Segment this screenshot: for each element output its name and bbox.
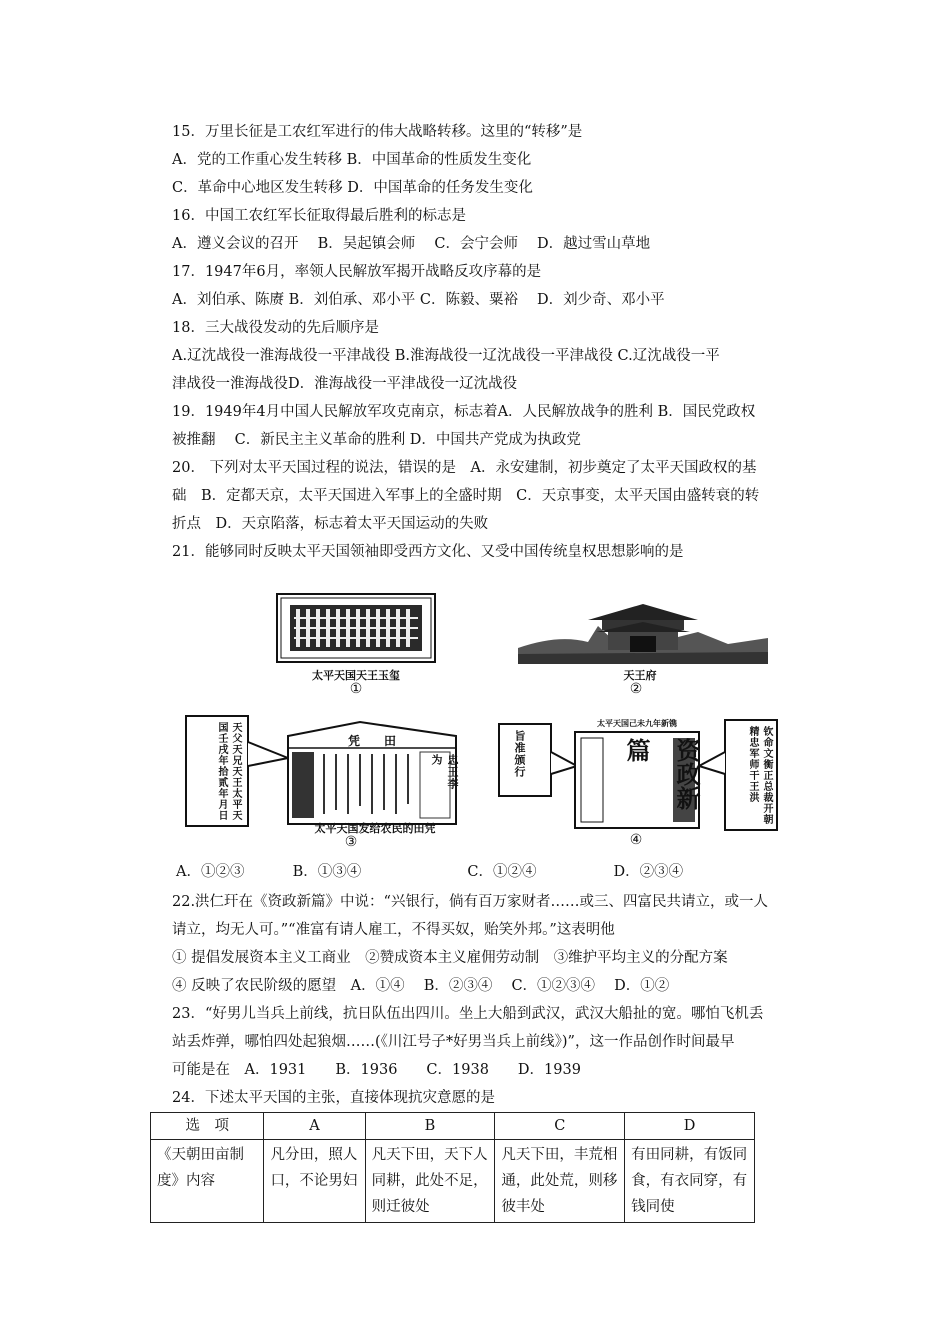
row-label-cell: 《天朝田亩制度》内容 [151, 1140, 264, 1223]
cell-option-a: 凡分田，照人口，不论男妇 [264, 1140, 365, 1223]
q17-stem: 17．1947年6月，率领人民解放军揭开战略反攻序幕的是 [172, 264, 542, 280]
zizheng-title: 资政新篇 [622, 738, 701, 810]
cell-option-d: 有田同耕，有饭同食，有衣同穿，有钱同使 [625, 1140, 755, 1223]
figure2-caption: 天王府 [623, 669, 657, 682]
q15-options-ab: A．党的工作重心发生转移 B．中国革命的性质发生变化 [172, 152, 532, 168]
q17-options: A．刘伯承、陈赓 B．刘伯承、邓小平 C．陈毅、粟裕 D．刘少奇、邓小平 [172, 292, 665, 308]
land-certificate-header: 凭 田 [347, 734, 396, 748]
q22-line3: ① 提倡发展资本主义工商业 ②赞成资本主义雇佣劳动制 ③维护平均主义的分配方案 [172, 950, 728, 966]
header-cell-d: D [625, 1113, 755, 1140]
q19-line1: 19．1949年4月中国人民解放军攻克南京，标志着A．人民解放战争的胜利 B．国民党政权 [172, 404, 756, 420]
land-certificate-bubble-text: 天父天兄天王太平天国壬戌年拾贰年月日 [216, 722, 241, 821]
figure4-number: ④ [629, 832, 643, 848]
cell-option-b: 凡天下田，天下人同耕，此处不足，则迁彼处 [365, 1140, 495, 1223]
figure-heavenly-king-palace [518, 596, 768, 664]
seal-image [276, 593, 436, 663]
q21-options: A．①②③ B．①③④ C．①②④ D．②③④ [176, 864, 684, 880]
figure3-caption: 太平天国发给农民的田凭 [314, 822, 436, 835]
q22-line1: 22.洪仁玕在《资政新篇》中说：“兴银行，倘有百万家财者……或三、四富民共请立，或一人 [172, 894, 768, 910]
q24-stem: 24．下述太平天国的主张，直接体现抗灾意愿的是 [172, 1090, 495, 1106]
zizheng-bubble-right: 钦命文衡正总裁开朝精忠军师干王洪 [747, 726, 772, 825]
figure-zizheng-xinpian [497, 712, 779, 834]
q18-stem: 18．三大战役发动的先后顺序是 [172, 320, 379, 336]
table-row [151, 1140, 755, 1223]
land-certificate-loyal-king: 忠王李 为 [430, 754, 459, 814]
header-cell-option: 选 项 [151, 1113, 264, 1140]
q18-line1: A.辽沈战役一淮海战役一平津战役 B.淮海战役一辽沈战役一平津战役 C.辽沈战役一平 [172, 348, 720, 364]
figure-imperial-seal [276, 593, 436, 663]
figure1-caption: 太平天国天王玉玺 [312, 669, 400, 682]
q23-line2: 站丢炸弹，哪怕四处起狼烟……(《川江号子*好男当兵上前线》)”，这一作品创作时间最早 [172, 1034, 735, 1050]
figure3-number: ③ [344, 834, 358, 850]
q15-options-cd: C．革命中心地区发生转移 D．中国革命的任务发生变化 [172, 180, 533, 196]
q23-line3: 可能是在 A．1931 B．1936 C．1938 D．1939 [172, 1062, 581, 1078]
q18-line2: 津战役一淮海战役D．淮海战役一平津战役一辽沈战役 [172, 376, 518, 392]
zizheng-bubble-left: 旨准颁行 [513, 730, 526, 778]
figure-land-certificate [184, 714, 484, 830]
q15-stem: 15．万里长征是工农红军进行的伟大战略转移。这里的“转移”是 [172, 124, 583, 140]
q20-line1: 20． 下列对太平天国过程的说法，错误的是 A．永安建制，初步奠定了太平天国政权的基 [172, 460, 757, 476]
cell-option-c: 凡天下田，丰荒相通，此处荒，则移彼丰处 [495, 1140, 625, 1223]
q19-line2: 被推翻 C．新民主主义革命的胜利 D．中国共产党成为执政党 [172, 432, 581, 448]
q21-stem: 21．能够同时反映太平天国领袖即受西方文化、又受中国传统皇权思想影响的是 [172, 544, 684, 560]
header-cell-a: A [264, 1113, 365, 1140]
q16-stem: 16．中国工农红军长征取得最后胜利的标志是 [172, 208, 466, 224]
figure2-number: ② [629, 681, 643, 697]
figure1-number: ① [349, 681, 363, 697]
q20-line2: 础 B．定都天京，太平天国进入军事上的全盛时期 C．天京事变，太平天国由盛转衰的转 [172, 488, 760, 504]
zizheng-top-line: 太平天国己未九年新镌 [597, 718, 677, 728]
palace-image [518, 596, 768, 664]
header-cell-c: C [495, 1113, 625, 1140]
q16-options: A．遵义会议的召开 B．吴起镇会师 C．会宁会师 D．越过雪山草地 [172, 236, 651, 252]
q20-line3: 折点 D．天京陷落，标志着太平天国运动的失败 [172, 516, 489, 532]
table-header-row [151, 1113, 755, 1140]
q23-line1: 23．“好男儿当兵上前线，抗日队伍出四川。坐上大船到武汉，武汉大船扯的宽。哪怕飞机丢 [172, 1006, 764, 1022]
header-cell-b: B [365, 1113, 495, 1140]
q24-options-table [150, 1112, 755, 1223]
q22-line4: ④ 反映了农民阶级的愿望 A．①④ B．②③④ C．①②③④ D．①② [172, 978, 670, 994]
q22-line2: 请立，均无人可。”“准富有请人雇工，不得买奴，贻笑外邦。”这表明他 [172, 922, 615, 938]
